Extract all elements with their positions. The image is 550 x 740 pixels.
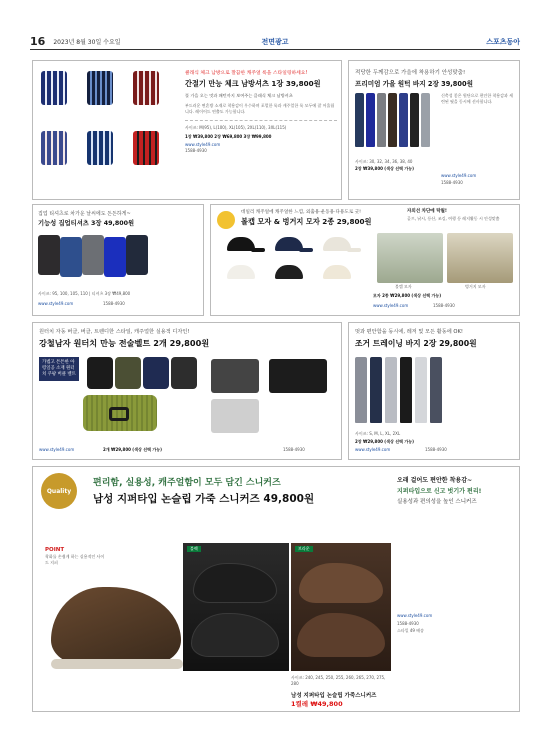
cap-label-b: 벙거지 모자 xyxy=(465,284,486,289)
jogger-image xyxy=(415,357,427,423)
pant-image xyxy=(388,93,397,147)
belt-detail xyxy=(211,359,259,393)
jogger-images xyxy=(355,357,465,429)
pants-subheadline: 적당한 두께감으로 가을에 착용하기 안성맞춤! xyxy=(355,70,466,76)
shirt-order: 1장 ₩39,800 2장 ₩69,800 3장 ₩99,800 xyxy=(185,133,272,139)
belt-roll xyxy=(171,357,197,389)
zip-tee-image xyxy=(60,237,82,277)
pants-images xyxy=(355,93,435,153)
shirt-site[interactable]: www.style49.com xyxy=(185,142,221,147)
shoes-side1: 오래 걸어도 편안한 착용감~ xyxy=(397,477,473,484)
jogger-headline: 조거 트레이닝 바지 2장 29,800원 xyxy=(355,339,477,348)
section-title: 전면광고 xyxy=(261,37,289,46)
caps-subheadline: 데일리 캐주얼에 캐주얼한 느낌, 외출용·운동용·다용도로 굿! xyxy=(241,210,362,215)
belt-images xyxy=(83,355,333,445)
jogger-image xyxy=(430,357,442,423)
jogger-site[interactable]: www.style49.com xyxy=(355,447,391,452)
cap-image xyxy=(323,265,351,279)
pant-image xyxy=(421,93,430,147)
shoes-site[interactable]: www.style49.com xyxy=(397,613,433,618)
pants-site[interactable]: www.style49.com xyxy=(441,173,477,178)
cap-image xyxy=(275,265,303,279)
shoes-subheadline: 편리함, 실용성, 캐주얼함이 모두 담긴 스니커즈 xyxy=(93,478,281,488)
model-photo xyxy=(447,233,513,283)
shoe-hero-sole xyxy=(51,659,183,669)
shirt-image xyxy=(133,131,159,165)
shoes-panel-black xyxy=(183,543,289,671)
pants-price: 2장 ₩39,800 (색상 선택 가능) xyxy=(355,166,414,171)
belt-roll xyxy=(115,357,141,389)
zip-tee-image xyxy=(104,237,126,277)
jogger-phone: 1588-4930 xyxy=(425,447,447,452)
shoe-black-1 xyxy=(193,563,277,603)
shirt-image xyxy=(87,71,113,105)
shoe-brown-1 xyxy=(299,563,383,603)
shirt-sizes: 사이즈: M(95), L(100), XL(105), 2XL(110), 3XL(115) xyxy=(185,125,287,130)
jogger-image xyxy=(400,357,412,423)
shoes-headline: 남성 지퍼타입 논슬립 가죽 스니커즈 49,800원 xyxy=(93,493,315,505)
point-text: 착화를 손쉽게 하는 실용적인 사이드 지퍼 xyxy=(45,554,105,565)
shoe-brown-2 xyxy=(297,613,385,657)
issue-date: 2023년 8월 30일 수요일 xyxy=(53,39,121,46)
jogger-price: 2장 ₩29,800 (색상 선택 가능) xyxy=(355,439,414,444)
shirt-subheadline: 클래식 체크 남방으로 깔끔한 캐주얼 룩을 스타일링하세요! xyxy=(185,71,308,76)
shirt-image xyxy=(87,131,113,165)
belt-detail xyxy=(269,359,327,393)
shoes-side3: 실용성과 편의성을 높인 스니커즈 xyxy=(397,499,477,505)
zip-subheadline: 집업 티셔츠로 차가운 날씨에도 든든하게~ xyxy=(38,211,131,217)
newspaper-logo: 스포츠동아 xyxy=(486,37,520,46)
belt-site[interactable]: www.style49.com xyxy=(39,447,75,452)
pant-image xyxy=(410,93,419,147)
shirt-sub: 폴 가을 오는 멋과 패턴까지 보여주는 클래식 체크 남방셔츠 xyxy=(185,93,293,98)
shoes-side-copy xyxy=(397,475,515,634)
point-label: POINT xyxy=(45,547,65,553)
caps-site[interactable]: www.style49.com xyxy=(373,303,409,308)
page-number: 16 xyxy=(30,35,46,48)
belt-roll xyxy=(143,357,169,389)
shirt-desc: 부드러운 면혼방 소재로 착용감이 우수하며 포멀한 룩과 캐주얼한 룩 모두에 잘 어울립니다. 레이어드 연출도 가능합니다. xyxy=(185,103,335,114)
color-label-brown: 브라운 xyxy=(295,546,313,552)
caps-headline: 볼캡 모자 & 벙거지 모자 2종 29,800원 xyxy=(241,217,372,226)
zip-tee-image xyxy=(126,235,148,275)
zip-headline: 기능성 집업티셔츠 3장 49,800원 xyxy=(38,220,135,227)
ad-joggers xyxy=(348,322,520,460)
bucket-hat-images xyxy=(373,233,515,291)
ad-sneakers xyxy=(32,466,520,712)
caps-side2: 골프, 낚시, 등산, 조깅, 여행 등 레저활동 시 안성맞춤 xyxy=(407,216,500,221)
jogger-sizes: 사이즈: S, M, L, XL, 2XL xyxy=(355,431,401,436)
shoe-black-2 xyxy=(191,613,279,657)
cap-image xyxy=(227,265,255,279)
shirt-phone: 1588-4930 xyxy=(185,147,207,153)
caps-side1: 자외선 차단에 탁월! xyxy=(407,209,447,214)
zip-images xyxy=(38,235,150,285)
belt-price: 2개 ₩29,800 (색상 선택 가능) xyxy=(103,447,162,452)
shirt-image xyxy=(41,71,67,105)
pants-desc: 신축성 좋은 원단으로 편안한 착용감과 세련된 핏을 동시에 선사합니다. xyxy=(441,93,514,104)
shirt-copy xyxy=(185,69,337,153)
shoes-phone: 1588-4930 xyxy=(397,620,419,626)
ad-zip-tees xyxy=(32,204,204,316)
jogger-image xyxy=(370,357,382,423)
belt-phone: 1588-4930 xyxy=(283,447,305,452)
shirt-image xyxy=(41,131,67,165)
pant-image xyxy=(377,93,386,147)
pant-image xyxy=(355,93,364,147)
pants-headline: 프리미엄 가을 원턱 바지 2장 39,800원 xyxy=(355,80,473,88)
ad-belts xyxy=(32,322,342,460)
caps-images xyxy=(217,235,367,297)
zip-site[interactable]: www.style49.com xyxy=(38,301,74,306)
belt-detail xyxy=(211,399,259,433)
shirt-headline: 간절기 만능 체크 남방셔츠 1장 39,800원 xyxy=(185,79,321,88)
shirt-gallery xyxy=(39,69,177,195)
quality-badge xyxy=(41,473,77,509)
pants-phone: 1588-4930 xyxy=(441,180,463,185)
caps-phone: 1588-4930 xyxy=(433,303,455,308)
jogger-subheadline: 멋과 편안함을 동시에, 레저 및 모든 활동에 OK! xyxy=(355,329,463,335)
ad-caps xyxy=(210,204,520,316)
belt-tag: 가볍고 튼튼한 아령일공 소재 원터치 쿠팡 버클 벨트 xyxy=(39,357,79,381)
zip-tee-image xyxy=(82,235,104,275)
shirt-image xyxy=(133,71,159,105)
zip-tee-image xyxy=(38,235,60,275)
jogger-image xyxy=(385,357,397,423)
shoes-sizes: 사이즈: 240, 245, 250, 255, 260, 265, 270, 275, 280 xyxy=(291,675,386,686)
pants-sizes: 사이즈: 30, 32, 34, 36, 38, 40 xyxy=(355,159,413,164)
caps-price: 모자 2종 ₩29,800 (색상 선택 가능) xyxy=(373,293,442,298)
zip-phone: 1588-4930 xyxy=(103,301,125,306)
jogger-image xyxy=(355,357,367,423)
zip-sizes: 사이즈: 95, 100, 105, 110 | 티셔츠 3장 ₩49,800 xyxy=(38,291,131,296)
shoes-offer: 남성 지퍼타입 논슬립 가죽스니커즈 xyxy=(291,693,377,699)
shoes-delivery: 스타일 49 배송 xyxy=(397,628,424,633)
belt-buckle-icon xyxy=(109,407,129,421)
belt-subheadline: 원터치 자동 버클, 버클, 트렌디한 스타일, 캐주얼한 실용적 디자인! xyxy=(39,329,190,335)
belt-roll xyxy=(87,357,113,389)
pant-image xyxy=(399,93,408,147)
shoes-panel-brown xyxy=(291,543,391,671)
ad-shirts xyxy=(32,60,342,200)
shoes-side2: 지퍼타입으로 신고 벗기가 편리! xyxy=(397,488,482,495)
pant-image xyxy=(366,93,375,147)
color-label-black: 블랙 xyxy=(187,546,201,552)
cap-label-a: 볼캡 모자 xyxy=(395,284,412,289)
quality-badge-text: Quality xyxy=(46,487,72,495)
shoe-hero xyxy=(51,587,181,663)
page-header xyxy=(30,34,520,50)
model-photo xyxy=(377,233,443,283)
caps-badge-icon xyxy=(217,211,235,229)
belt-headline: 강철남자 원터치 만능 전술벨트 2개 29,800원 xyxy=(39,338,210,348)
ad-pants xyxy=(348,60,520,200)
shoes-offer-price: 1켤레 ₩49,800 xyxy=(291,700,343,708)
